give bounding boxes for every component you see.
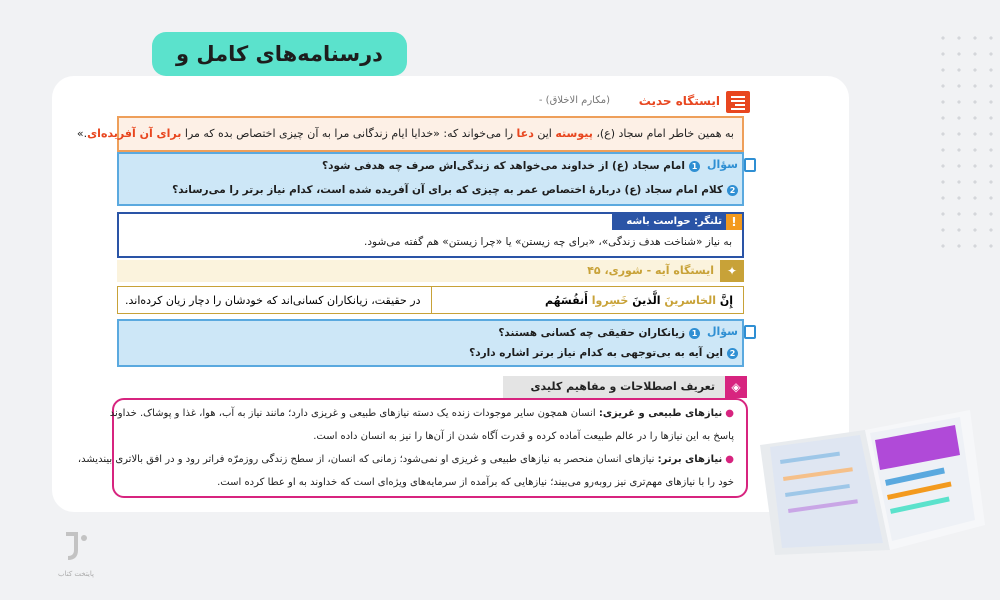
arabic-text: أَنفُسَهُم xyxy=(545,294,588,307)
question-text: زیانکاران حقیقی چه کسانی هستند؟ xyxy=(498,327,685,339)
hadith-title: ایستگاه حدیث xyxy=(638,94,720,108)
question-text: این آیه به بی‌توجهی به کدام نیاز برتر اشاره دارد؟ xyxy=(469,347,723,359)
terms-header xyxy=(503,376,741,398)
term-name: نیازهای طبیعی و غریزی: xyxy=(598,408,723,419)
question-box-2 xyxy=(117,319,744,367)
cube-icon: ◈ xyxy=(725,376,747,398)
quote-highlight: دعا xyxy=(516,127,534,140)
exclamation-icon: ! xyxy=(726,214,742,230)
question-number: 2 xyxy=(727,348,738,359)
question-text: کلام امام سجاد (ع) دربارهٔ اختصاص عمر به چیزی که برای آن آفریده شده است، کدام نیاز برتر را می‌رساند؟ xyxy=(172,184,723,196)
hadith-quote xyxy=(76,116,744,152)
term-text: انسان همچون سایر موجودات زنده یک دسته نیازهای طبیعی و غریزی دارد؛ مانند نیاز به آب، هوا، غذا و پوشاک. خداوند xyxy=(109,408,596,419)
bullet-icon: ● xyxy=(725,408,734,419)
question-item xyxy=(172,184,738,196)
question-icon xyxy=(744,158,756,172)
quote-highlight: پیوسته xyxy=(555,127,593,140)
question-label: سؤال xyxy=(706,325,738,338)
document-icon xyxy=(726,91,750,113)
logo-text: پایتخت کتاب xyxy=(58,570,94,578)
ayah-arabic xyxy=(431,287,744,313)
ayah-table xyxy=(117,286,744,314)
term-line: پاسخ به این نیازها را در عالم طبیعت آماده کرده و قدرت آگاه شدن از آن‌ها را نیز به انسان داده است. xyxy=(313,431,734,442)
ayah-title: ایستگاه آیه - شوری، ۴۵ xyxy=(587,264,714,277)
hadith-source: (مکارم الاخلاق) - xyxy=(538,95,610,106)
banner-title: درسنامه‌های کامل و xyxy=(152,32,407,76)
question-item xyxy=(469,347,738,359)
question-icon xyxy=(744,325,756,339)
question-box-1 xyxy=(117,152,744,206)
arabic-highlight: خَسِروا xyxy=(591,294,629,307)
term-name: نیازهای برتر: xyxy=(657,454,723,465)
ayah-header xyxy=(117,260,744,282)
term-line xyxy=(78,454,734,465)
question-number: 1 xyxy=(689,161,700,172)
attention-text: به نیاز «شناخت هدف زندگی»، «برای چه زیستن» یا «چرا زیستن» هم گفته می‌شود. xyxy=(364,236,732,248)
question-item xyxy=(322,160,700,172)
attention-box xyxy=(117,212,744,258)
quote-text: این xyxy=(537,127,552,140)
book-illustration xyxy=(755,385,990,560)
term-line: خود را با نیازهای مهم‌تری نیز روبه‌رو می‌بیند؛ نیازهایی که برآمده از سرمایه‌های ویژه‌ای است که خداوند به او عطا کرده است. xyxy=(217,477,734,488)
terms-box xyxy=(77,398,748,498)
arabic-highlight: الخاسرینَ xyxy=(664,294,716,307)
arabic-text: الَّذینَ xyxy=(632,294,661,307)
quote-highlight: برای آن آفریده‌ای xyxy=(87,127,182,140)
question-number: 1 xyxy=(689,328,700,339)
quote-text: به همین خاطر امام سجاد (ع)، xyxy=(596,127,734,140)
ayah-translation: در حقیقت، زیانکاران کسانی‌اند که خودشان را دچار زیان کرده‌اند. xyxy=(124,294,421,307)
logo-icon xyxy=(52,528,100,566)
term-text: نیازهای انسان منحصر به نیازهای طبیعی و غریزی او نمی‌شود؛ زمانی که انسان، از سطح زندگی روزمرّه فراتر رود و در افق بالاتری بیندیشد، xyxy=(77,454,655,465)
bullet-icon: ● xyxy=(725,454,734,465)
question-text: امام سجاد (ع) از خداوند می‌خواهد که زندگی‌اش صرف چه هدفی شود؟ xyxy=(322,160,685,172)
publisher-logo xyxy=(52,528,100,578)
question-label: سؤال xyxy=(706,158,738,171)
attention-label: تلنگر: حواست باشه xyxy=(612,214,742,230)
question-number: 2 xyxy=(727,185,738,196)
terms-title: تعریف اصطلاحات و مفاهیم کلیدی xyxy=(530,380,715,393)
quote-text: .» xyxy=(76,127,88,140)
decorative-dot-grid xyxy=(935,30,995,260)
arabic-text: إِنَّ xyxy=(719,294,733,307)
question-item xyxy=(498,327,700,339)
quran-icon: ✦ xyxy=(720,260,744,282)
quote-text: را می‌خواند که: «خدایا ایام زندگانی مرا به آن چیزی اختصاص بده که مرا xyxy=(184,127,514,140)
term-line xyxy=(110,408,734,419)
hadith-header xyxy=(112,91,750,113)
